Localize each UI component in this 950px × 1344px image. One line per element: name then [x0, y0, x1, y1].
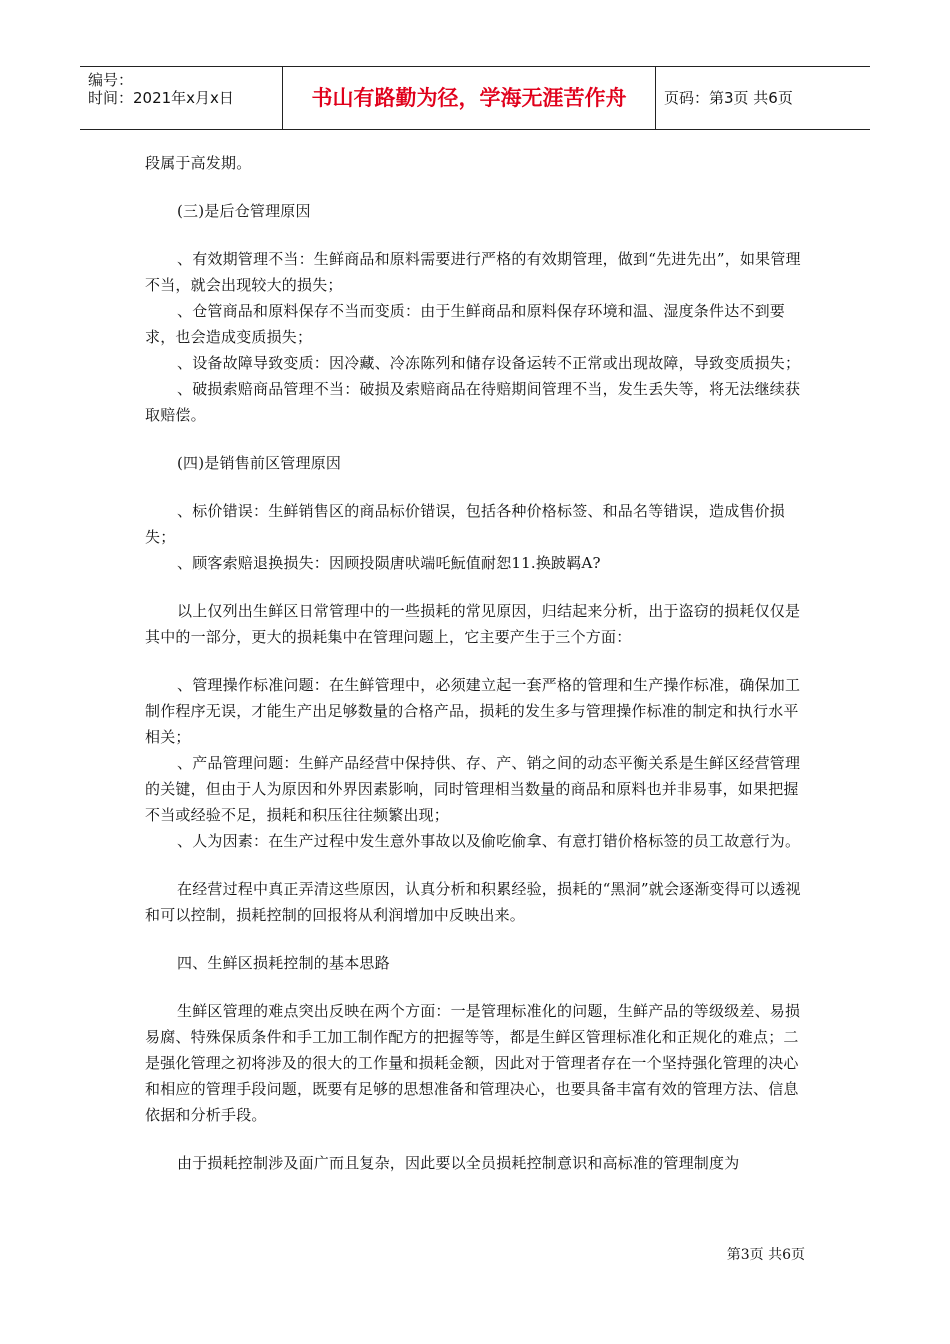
list-item: 、设备故障导致变质：因冷藏、冷冻陈列和储存设备运转不正常或出现故障，导致变质损失； — [177, 354, 801, 372]
document-body — [145, 150, 810, 1176]
paragraph: 生鲜区管理的难点突出反映在两个方面：一是管理标准化的问题，生鲜产品的等级级差、易损易腐、特殊保质条件和手工加工制作配方的把握等等，都是生鲜区管理标准化和正规化的难点；二是强化管理之初将涉及的很大的工作量和损耗金额，因此对于管理者存在一个坚持强化管理的决心和相应的管理手段问题，既要有足够的思想准备和管理决心，也要具备丰富有效的管理方法、信息依据和分析手段。 — [145, 1002, 801, 1124]
number-label: 编号： — [88, 71, 134, 89]
page-footer: 第3页 共6页 — [726, 1247, 805, 1263]
list-item: 、产品管理问题：生鲜产品经营中保持供、存、产、销之间的动态平衡关系是生鲜区经营管理的关键，但由于人为原因和外界因素影响，同时管理相当数量的商品和原料也并非易事，如果把握不当或经验不足，损耗和积压往往频繁出现； — [145, 754, 801, 824]
paragraph: 由于损耗控制涉及面广而且复杂，因此要以全员损耗控制意识和高标准的管理制度为 — [177, 1154, 740, 1172]
time-label: 时间：2021年x月x日 — [88, 89, 234, 107]
header-page-label: 页码：第3页 共6页 — [664, 89, 793, 107]
list-item: 、顾客索赔退换损失：因顾投陨唐吠端吒魭值耐恕11.换跛羁A? — [177, 554, 601, 572]
header-meta — [80, 67, 282, 129]
section-heading: 四、生鲜区损耗控制的基本思路 — [177, 954, 390, 972]
list-item: 、标价错误：生鲜销售区的商品标价错误，包括各种价格标签、和品名等错误，造成售价损失； — [145, 502, 786, 546]
header-divider — [655, 67, 656, 129]
header-motto: 书山有路勤为径，学海无涯苦作舟 — [311, 86, 627, 110]
list-item: 、破损索赔商品管理不当：破损及索赔商品在待赔期间管理不当，发生丢失等，将无法继续获取赔偿。 — [145, 380, 801, 424]
paragraph: 以上仅列出生鲜区日常管理中的一些损耗的常见原因，归结起来分析，出于盗窃的损耗仅仅是其中的一部分，更大的损耗集中在管理问题上，它主要产生于三个方面： — [145, 602, 801, 646]
list-item: 、人为因素：在生产过程中发生意外事故以及偷吃偷拿、有意打错价格标签的员工故意行为。 — [177, 832, 801, 850]
paragraph: 段属于高发期。 — [145, 154, 252, 172]
page-header — [80, 66, 870, 130]
section-heading: (四)是销售前区管理原因 — [177, 454, 342, 472]
list-item: 、有效期管理不当：生鲜商品和原料需要进行严格的有效期管理，做到“先进先出”，如果管理不当，就会出现较大的损失； — [145, 250, 801, 294]
paragraph: 在经营过程中真正弄清这些原因，认真分析和积累经验，损耗的“黑洞”就会逐渐变得可以透视和可以控制，损耗控制的回报将从利润增加中反映出来。 — [145, 880, 801, 924]
list-item: 、仓管商品和原料保存不当而变质：由于生鲜商品和原料保存环境和温、湿度条件达不到要求，也会造成变质损失； — [145, 302, 786, 346]
section-heading: (三)是后仓管理原因 — [177, 202, 311, 220]
list-item: 、管理操作标准问题：在生鲜管理中，必须建立起一套严格的管理和生产操作标准，确保加工制作程序无误，才能生产出足够数量的合格产品，损耗的发生多与管理操作标准的制定和执行水平相关； — [145, 676, 801, 746]
